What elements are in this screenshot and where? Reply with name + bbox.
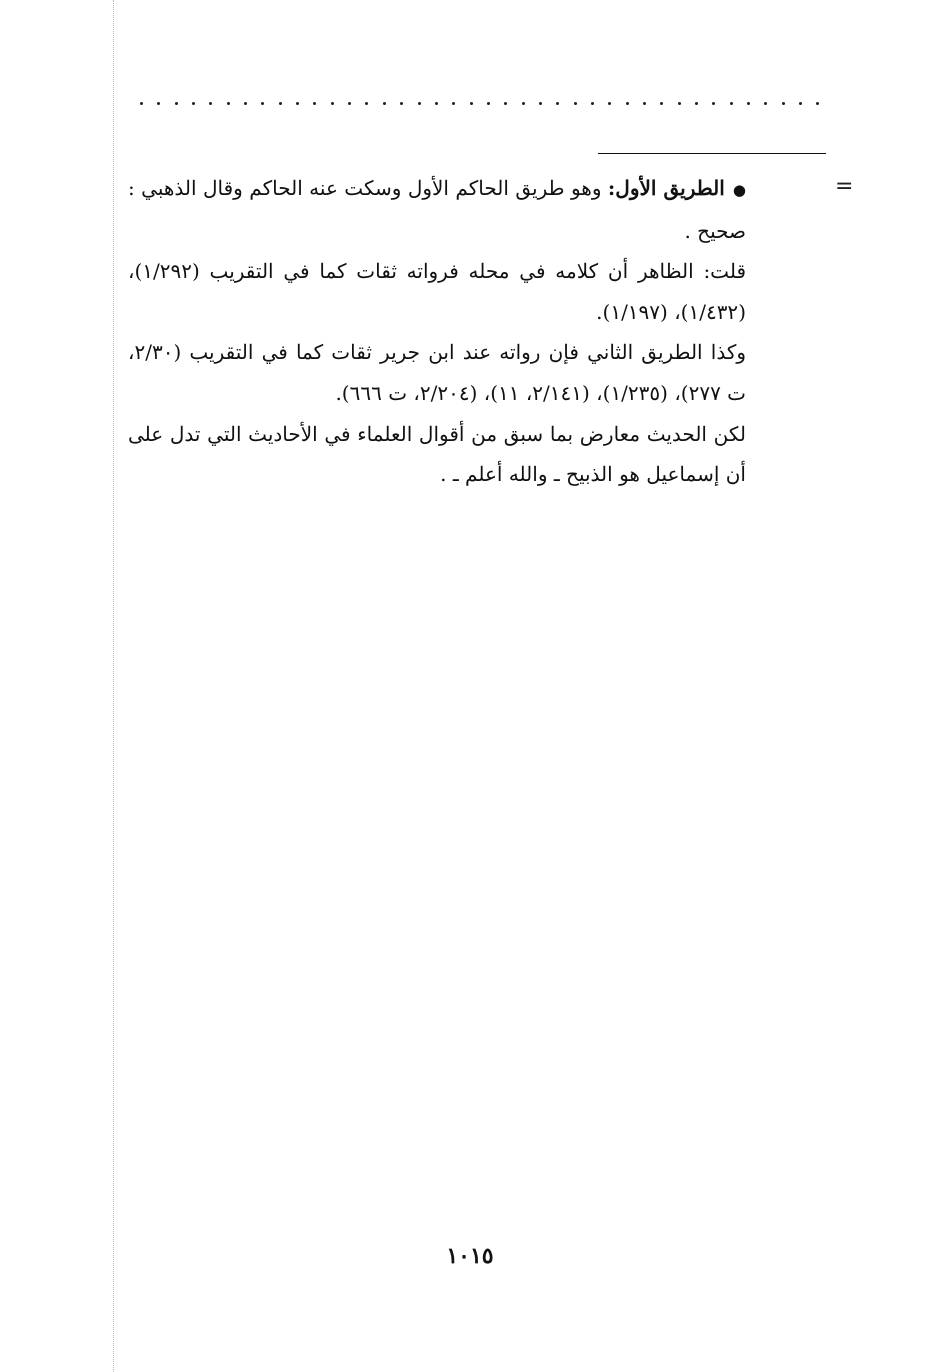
leader-dot	[591, 102, 594, 105]
leader-dot	[712, 102, 715, 105]
footnote-paragraph-comment: قلت: الظاهر أن كلامه في محله فرواته ثقات كما في التقريب (١/٢٩٢)، (١/٤٣٢)، (١/١٩٧).	[128, 259, 746, 324]
leader-dot	[799, 102, 802, 105]
continuation-mark: =	[835, 174, 854, 199]
dot-leader	[140, 88, 820, 118]
leader-dot	[383, 102, 386, 105]
leader-dot	[209, 102, 212, 105]
leader-dot	[574, 102, 577, 105]
leader-dot	[730, 102, 733, 105]
leader-dot	[192, 102, 195, 105]
leader-dot	[435, 102, 438, 105]
bullet-icon: ●	[732, 181, 746, 199]
leader-dot	[643, 102, 646, 105]
first-route-text: وهو طريق الحاكم الأول وسكت عنه الحاكم وقال الذهبي : صحيح .	[128, 176, 746, 243]
leader-dot	[522, 102, 525, 105]
leader-dot	[331, 102, 334, 105]
leader-dot	[626, 102, 629, 105]
left-margin-rule	[113, 0, 114, 1372]
leader-dot	[279, 102, 282, 105]
leader-dot	[227, 102, 230, 105]
leader-dot	[764, 102, 767, 105]
footnote-paragraph-second-route: وكذا الطريق الثاني فإن رواته عند ابن جرير ثقات كما في التقريب (٢/٣٠، ت ٢٧٧)، (١/٢٣٥)، (٢/١٤١، ١١)، (٢/٢٠٤، ت ٦٦٦).	[128, 340, 746, 405]
leader-dot	[660, 102, 663, 105]
leader-dot	[157, 102, 160, 105]
leader-dot	[556, 102, 559, 105]
leader-dot	[695, 102, 698, 105]
footnote-paragraph-first-route	[128, 168, 746, 251]
leader-dot	[487, 102, 490, 105]
leader-dot	[678, 102, 681, 105]
leader-dot	[504, 102, 507, 105]
leader-dot	[782, 102, 785, 105]
leader-dot	[400, 102, 403, 105]
leader-dot	[365, 102, 368, 105]
footnote-body	[128, 168, 746, 495]
leader-dot	[348, 102, 351, 105]
leader-dot	[747, 102, 750, 105]
leader-dot	[261, 102, 264, 105]
leader-dot	[418, 102, 421, 105]
leader-dot	[452, 102, 455, 105]
footnote-paragraph-conclusion: لكن الحديث معارض بما سبق من أقوال العلماء في الأحاديث التي تدل على أن إسماعيل هو الذبيح ـ والله أعلم ـ .	[128, 421, 746, 487]
leader-dot	[539, 102, 542, 105]
leader-dot	[816, 102, 819, 105]
leader-dot	[244, 102, 247, 105]
leader-dot	[470, 102, 473, 105]
leader-dot	[140, 102, 143, 105]
leader-dot	[296, 102, 299, 105]
footnote-separator	[598, 153, 826, 154]
leader-dot	[608, 102, 611, 105]
first-route-label: الطريق الأول:	[607, 176, 725, 200]
leader-dot	[313, 102, 316, 105]
page-number: ١٠١٥	[446, 1243, 494, 1269]
leader-dot	[175, 102, 178, 105]
